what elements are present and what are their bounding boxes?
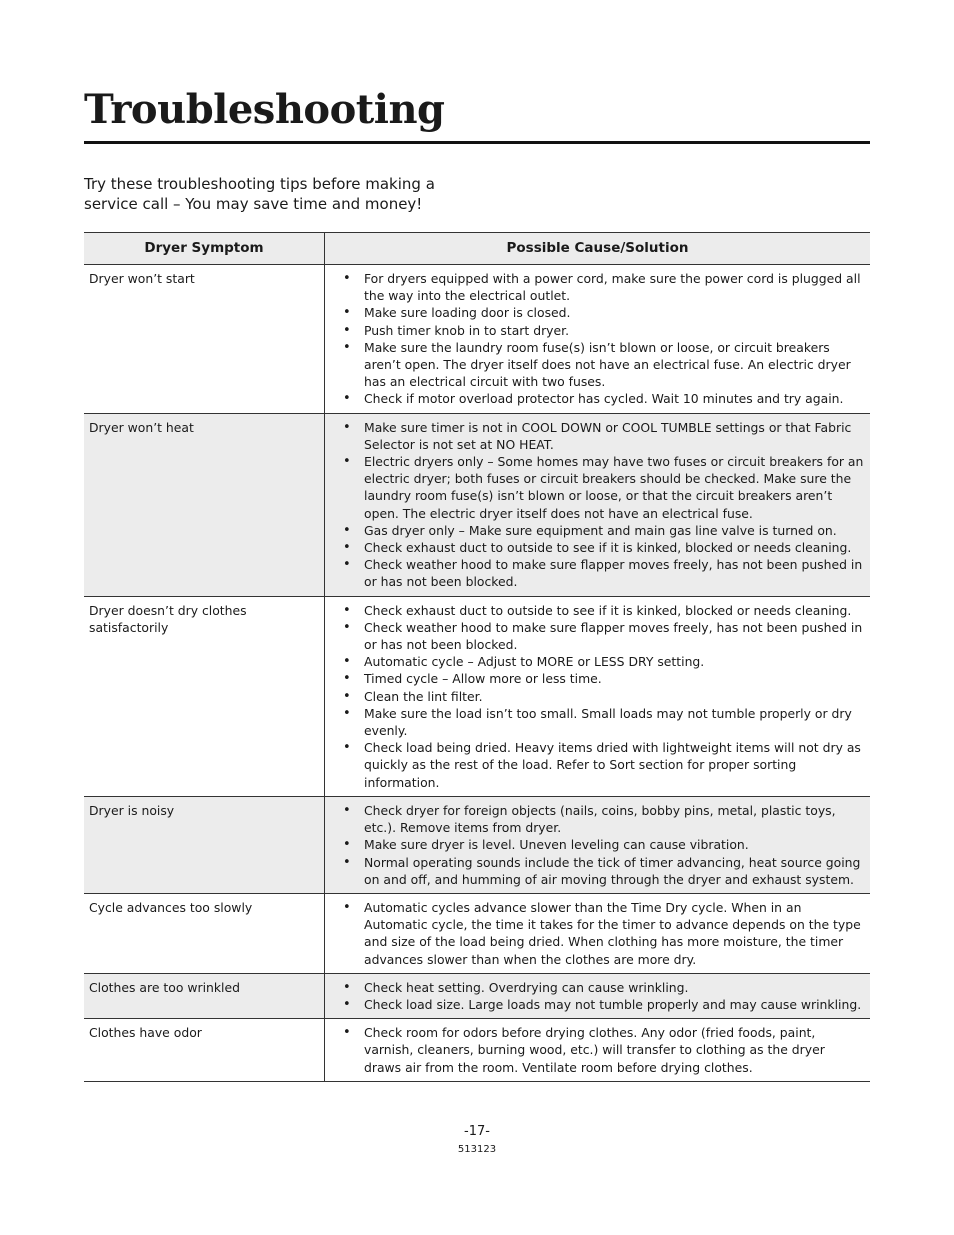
list-item: • Check room for odors before drying clothes. Any odor (fried foods, paint, varnish, cleaners, burning wood, etc.) will transfer to clothing as the dryer draws air from the room. Ventilate room before drying clothes.: [343, 1024, 865, 1076]
list-item: • Check load size. Large loads may not tumble properly and may cause wrinkling.: [343, 996, 865, 1013]
cause-list: [343, 1024, 865, 1076]
list-item: • Automatic cycle – Adjust to MORE or LESS DRY setting.: [343, 653, 865, 670]
list-item: • For dryers equipped with a power cord, make sure the power cord is plugged all the way into the electrical outlet.: [343, 270, 865, 304]
list-item: • Check weather hood to make sure flapper moves freely, has not been pushed in or has not been blocked.: [343, 619, 865, 653]
symptom-cell: Clothes are too wrinkled: [84, 973, 325, 1018]
table-row: [84, 265, 870, 414]
list-item: • Check weather hood to make sure flapper moves freely, has not been pushed in or has not been blocked.: [343, 556, 865, 590]
cause-list: [343, 602, 865, 791]
page-title: Troubleshooting: [84, 86, 445, 133]
intro-text: Try these troubleshooting tips before making a service call – You may save time and money!: [84, 175, 435, 213]
list-item: • Push timer knob in to start dryer.: [343, 322, 865, 339]
cause-cell: [325, 973, 871, 1018]
header-cause: Possible Cause/Solution: [325, 233, 871, 265]
cause-cell: [325, 1019, 871, 1082]
table-row: [84, 1019, 870, 1082]
list-item: • Make sure dryer is level. Uneven leveling can cause vibration.: [343, 836, 865, 853]
list-item: • Clean the lint filter.: [343, 688, 865, 705]
table-body: [84, 265, 870, 1082]
symptom-cell: Dryer is noisy: [84, 796, 325, 893]
header-symptom: Dryer Symptom: [84, 233, 325, 265]
list-item: • Check load being dried. Heavy items dried with lightweight items will not dry as quickly as the rest of the load. Refer to Sort section for proper sorting information.: [343, 739, 865, 791]
symptom-cell: Dryer won’t heat: [84, 413, 325, 596]
table-row: [84, 413, 870, 596]
table-row: [84, 596, 870, 796]
list-item: • Make sure the load isn’t too small. Small loads may not tumble properly or dry evenly.: [343, 705, 865, 739]
cause-list: [343, 899, 865, 968]
list-item: • Check if motor overload protector has cycled. Wait 10 minutes and try again.: [343, 390, 865, 407]
list-item: • Automatic cycles advance slower than the Time Dry cycle. When in an Automatic cycle, the time it takes for the timer to advance depends on the type and size of the load being dried. When clothing has more moisture, the timer advances slower than when the clothes are more dry.: [343, 899, 865, 968]
list-item: • Timed cycle – Allow more or less time.: [343, 670, 865, 687]
cause-list: [343, 979, 865, 1013]
title-rule: [84, 141, 870, 144]
list-item: • Make sure loading door is closed.: [343, 304, 865, 321]
table-row: [84, 973, 870, 1018]
list-item: • Check dryer for foreign objects (nails, coins, bobby pins, metal, plastic toys, etc.). Remove items from dryer.: [343, 802, 865, 836]
cause-cell: [325, 413, 871, 596]
list-item: • Check exhaust duct to outside to see if it is kinked, blocked or needs cleaning.: [343, 602, 865, 619]
list-item: • Electric dryers only – Some homes may have two fuses or circuit breakers for an electric dryer; both fuses or circuit breakers should be checked. Make sure the laundry room fuse(s) isn’t blown or loose, or that the circuit breakers aren’t open. The electric dryer itself does not have an electrical fuse.: [343, 453, 865, 522]
cause-list: [343, 419, 865, 591]
symptom-cell: Dryer doesn’t dry clothes satisfactorily: [84, 596, 325, 796]
list-item: • Gas dryer only – Make sure equipment and main gas line valve is turned on.: [343, 522, 865, 539]
troubleshooting-table: [84, 232, 870, 1082]
table-header-row: [84, 233, 870, 265]
table-row: [84, 893, 870, 973]
cause-cell: [325, 893, 871, 973]
cause-list: [343, 802, 865, 888]
page-number: -17-: [464, 1124, 490, 1139]
cause-list: [343, 270, 865, 408]
symptom-cell: Clothes have odor: [84, 1019, 325, 1082]
table-row: [84, 796, 870, 893]
document-code: 513123: [457, 1144, 497, 1155]
list-item: • Check heat setting. Overdrying can cause wrinkling.: [343, 979, 865, 996]
list-item: • Check exhaust duct to outside to see if it is kinked, blocked or needs cleaning.: [343, 539, 865, 556]
symptom-cell: Cycle advances too slowly: [84, 893, 325, 973]
list-item: • Make sure the laundry room fuse(s) isn’t blown or loose, or circuit breakers aren’t open. The dryer itself does not have an electrical fuse. An electric dryer has an electrical circuit with two fuses.: [343, 339, 865, 391]
cause-cell: [325, 596, 871, 796]
cause-cell: [325, 796, 871, 893]
list-item: • Make sure timer is not in COOL DOWN or COOL TUMBLE settings or that Fabric Selector is not set at NO HEAT.: [343, 419, 865, 453]
list-item: • Normal operating sounds include the tick of timer advancing, heat source going on and off, and humming of air moving through the dryer and exhaust system.: [343, 854, 865, 888]
cause-cell: [325, 265, 871, 414]
symptom-cell: Dryer won’t start: [84, 265, 325, 414]
